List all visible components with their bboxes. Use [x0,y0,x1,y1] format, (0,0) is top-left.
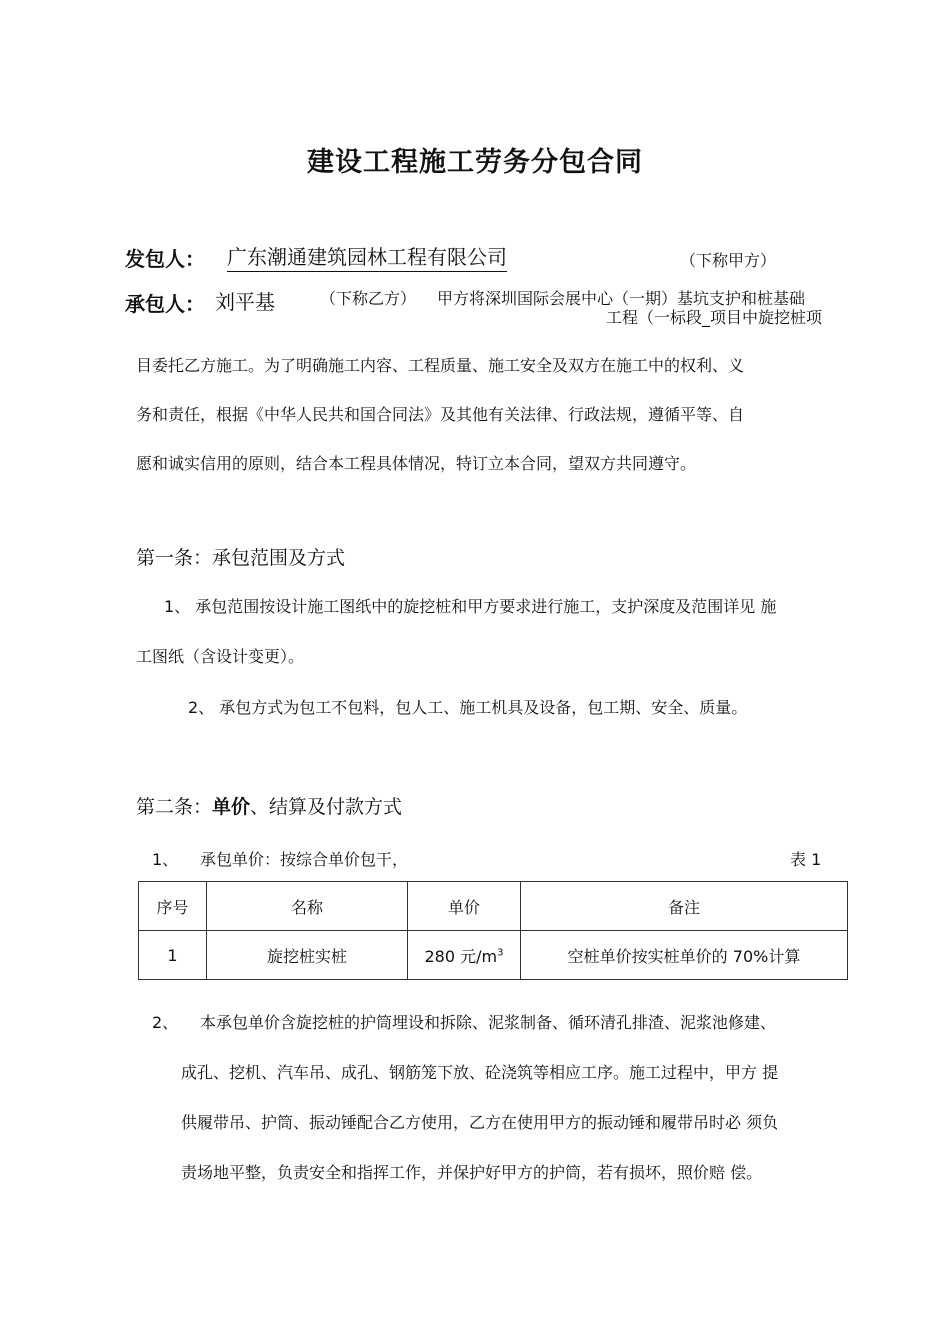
article-2-heading-prefix: 第二条： [136,796,213,818]
article-2-item-2-line-3: 供履带吊、护筒、振动锤配合乙方使用，乙方在使用甲方的振动锤和履带吊时必 须负 [181,1113,779,1132]
article-2-heading-bold: 单价 [212,796,251,818]
cell-seq: 1 [139,931,207,980]
preamble-line-1: 目委托乙方施工。为了明确施工内容、工程质量、施工安全及双方在施工中的权利、义 [136,356,745,375]
article-2-item-2-line-2: 成孔、挖机、汽车吊、成孔、钢筋笼下放、砼浇筑等相应工序。施工过程中，甲方 提 [181,1063,779,1082]
cell-price-value: 280 元/m [424,946,498,966]
contractor-label: 承包人： [125,292,205,316]
article-2-item-1-text: 承包单价：按综合单价包干， [200,850,409,869]
header-note: 备注 [521,882,848,931]
article-1-item-1-line-2: 工图纸（含设计变更）。 [136,647,305,666]
preamble-line-3: 愿和诚实信用的原则，结合本工程具体情况，特订立本合同，望双方共同遵守。 [136,454,697,473]
contractor-alias: （下称乙方） [320,289,417,308]
contractor-name: 刘平基 [215,290,275,314]
intro-line-2: 工程（一标段_项目中旋挖桩项 [606,308,823,327]
cell-price-unit-exponent: 3 [497,947,504,959]
intro-line-1: 甲方将深圳国际会展中心（一期）基坑支护和桩基础 [437,289,806,308]
table-caption: 表 1 [790,850,822,869]
article-2-item-1-number: 1、 [152,850,179,869]
article-2-item-2-line-4: 责场地平整，负责安全和指挥工作，并保护好甲方的护筒，若有损坏，照价赔 偿。 [181,1163,763,1182]
cell-note: 空桩单价按实桩单价的 70%计算 [521,931,848,980]
table-row [139,931,848,980]
employer-alias: （下称甲方） [680,251,777,270]
cell-price [408,931,521,980]
article-2-heading-suffix: 、结算及付款方式 [250,796,403,818]
table-header-row [139,882,848,931]
cell-name: 旋挖桩实桩 [207,931,408,980]
article-2-item-2-number: 2、 [152,1013,179,1032]
article-1-item-1-line-1: 1、 承包范围按设计施工图纸中的旋挖桩和甲方要求进行施工，支护深度及范围详见 施 [164,597,777,616]
page-title: 建设工程施工劳务分包合同 [307,147,643,178]
article-2-heading [136,792,402,819]
employer-name: 广东潮通建筑园林工程有限公司 [227,241,507,272]
header-seq: 序号 [139,882,207,931]
header-price: 单价 [408,882,521,931]
article-1-heading: 第一条：承包范围及方式 [136,547,346,569]
article-1-item-2: 2、 承包方式为包工不包料，包人工、施工机具及设备，包工期、安全、质量。 [188,698,748,717]
preamble-line-2: 务和责任，根据《中华人民共和国合同法》及其他有关法律、行政法规，遵循平等、自 [136,405,745,424]
employer-label: 发包人： [125,247,205,271]
article-2-item-2-line-1: 本承包单价含旋挖桩的护筒埋设和拆除、泥浆制备、循环清孔排渣、泥浆池修建、 [200,1013,777,1032]
unit-price-table [138,881,848,980]
header-name: 名称 [207,882,408,931]
